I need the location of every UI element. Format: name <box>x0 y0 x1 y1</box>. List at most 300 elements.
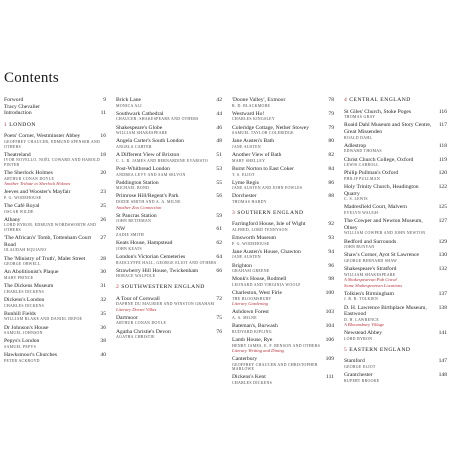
page-number: 25 <box>100 203 106 210</box>
page-number: 111 <box>326 374 334 381</box>
toc-entry[interactable] <box>116 193 222 210</box>
section-name: LONDON <box>9 121 36 128</box>
page-number: 66 <box>216 267 222 274</box>
toc-entry[interactable] <box>116 254 222 265</box>
entry-author: PETER ACKROYD <box>4 358 40 363</box>
toc-entry[interactable] <box>232 166 334 177</box>
entry-title: Holy Trinity Church, Headington Quarry <box>344 184 419 197</box>
page-number: 118 <box>438 142 447 149</box>
toc-entry[interactable] <box>232 309 334 320</box>
entry-title: 'The African's' Tomb, Tottenham Court Road <box>4 235 92 248</box>
toc-entry[interactable] <box>4 170 106 187</box>
page-number: 36 <box>100 324 106 331</box>
entry-author: ARTHUR CONAN DOYLE <box>116 321 167 326</box>
entry-title: 'Doone Valley', Exmoor <box>232 97 286 103</box>
page-number: 127 <box>438 218 447 225</box>
entry-title: A Different View of Brixton <box>116 152 180 159</box>
entry-title: Introduction <box>4 110 32 117</box>
page-number: 72 <box>216 295 222 302</box>
toc-entry[interactable] <box>232 221 334 232</box>
entry-title: Another View of Bath <box>232 152 282 159</box>
page-number: 109 <box>325 356 334 363</box>
entry-author: WILLIAM BLAKE AND DANIEL DEFOE <box>4 317 83 322</box>
entry-author: CHARLES KINGSLEY <box>232 117 275 122</box>
entry-title: Brick Lane <box>116 97 142 103</box>
entry-title: London's Victorian Cemeteries <box>116 254 186 260</box>
entry-title: The Dickens Museum <box>4 283 54 290</box>
page-number: 46 <box>216 124 222 131</box>
entry-author: GEORGE BERNARD SHAW <box>344 259 398 263</box>
page-number: 75 <box>216 314 222 321</box>
toc-entry[interactable] <box>232 276 334 287</box>
page-number: 31 <box>100 283 106 290</box>
page-number: 132 <box>438 266 447 273</box>
entry-title: Lyme Regis <box>232 179 259 186</box>
toc-entry[interactable] <box>116 111 222 122</box>
entry-author: JOHN BUNYAN <box>344 245 375 250</box>
page-number: 86 <box>328 179 334 186</box>
entry-title: Dickens's Kent <box>232 374 266 381</box>
page-number: 96 <box>328 262 334 269</box>
entry-title: Charleston, West Firle <box>232 290 282 297</box>
toc-entry[interactable] <box>4 104 106 111</box>
entry-title: Jane Austen's Bath <box>232 138 275 145</box>
page-number: 116 <box>438 108 447 115</box>
toc-entry[interactable] <box>116 329 222 340</box>
page-number: 23 <box>100 189 106 196</box>
entry-author: J. R. R. TOLKIEN <box>344 297 379 302</box>
toc-entry[interactable] <box>232 193 334 204</box>
entry-author: RADCLYFFE HALL, GEORGE ELIOT AND OTHERS <box>116 260 217 265</box>
entry-author: ARTHUR CONAN DOYLE <box>4 176 55 181</box>
entry-author: ANDREA LEVY AND SAM SELVON <box>116 172 186 177</box>
entry-title: Bateman's, Burwash <box>232 323 278 330</box>
entry-author: RUPERT BROOKE <box>344 378 380 383</box>
page-number: 80 <box>328 138 334 145</box>
toc-entry[interactable] <box>232 337 334 354</box>
toc-entry[interactable] <box>344 358 447 369</box>
entry-author: ALFRED, LORD TENNYSON <box>232 227 288 232</box>
toc-entry[interactable] <box>232 374 334 385</box>
toc-entry[interactable] <box>116 213 222 224</box>
entry-title: NW <box>116 226 126 233</box>
entry-author: CHAUCER, SHAKESPEARE AND OTHERS <box>116 117 199 122</box>
page-number: 9 <box>103 97 106 103</box>
page-number: 148 <box>438 371 447 378</box>
page-number: 42 <box>216 97 222 103</box>
toc-entry[interactable] <box>232 138 334 149</box>
page-number: 84 <box>328 165 334 172</box>
entry-title: Shaw's Corner, Ayot St Lawrence <box>344 252 419 259</box>
page-number: 27 <box>100 235 106 242</box>
entry-author: D. H. LAWRENCE <box>344 317 380 322</box>
page-number: 55 <box>216 179 222 186</box>
toc-entry[interactable] <box>344 184 447 202</box>
section-number: 1 <box>4 121 8 128</box>
toc-entry[interactable] <box>344 266 447 288</box>
page-number: 130 <box>438 252 447 259</box>
entry-author: OSCAR WILDE <box>4 209 34 214</box>
toc-entry[interactable] <box>116 97 222 108</box>
entry-title: St Pancras Station <box>116 212 157 219</box>
toc-entry[interactable] <box>232 180 334 191</box>
page-number: 26 <box>100 216 106 223</box>
entry-title: Grantchester <box>344 371 373 378</box>
entry-title: Primrose Hill/Regent's Park <box>116 193 179 200</box>
entry-feature: Literary Dorset Villas <box>116 306 157 312</box>
page-number: 78 <box>328 97 334 103</box>
section-heading <box>4 122 106 129</box>
entry-author: CHARLES DICKENS <box>4 289 45 294</box>
page-number: 61 <box>216 226 222 233</box>
entry-title: Stamford <box>344 358 365 365</box>
entry-title: An Abolitionist's Plaque <box>4 269 59 276</box>
page-number: 100 <box>325 290 334 297</box>
toc-entry[interactable] <box>116 315 222 326</box>
toc-entry[interactable] <box>344 372 447 383</box>
toc-entry[interactable] <box>4 311 106 322</box>
toc-entry[interactable] <box>4 203 106 214</box>
toc-entry[interactable] <box>116 226 222 237</box>
toc-entry[interactable] <box>232 152 334 163</box>
entry-title: Theatreland <box>4 151 31 158</box>
entry-author: C. S. LEWIS <box>344 197 368 202</box>
section-number: 4 <box>344 97 348 103</box>
page-number: 120 <box>438 170 447 177</box>
toc-entry[interactable] <box>4 325 106 336</box>
page-title: Contents <box>4 70 59 86</box>
entry-title: Strawberry Hill House, Twickenham <box>116 267 199 274</box>
entry-author: OLAUDAH EQUIANO <box>4 248 47 253</box>
entry-title: Westward Ho! <box>232 110 265 117</box>
toc-entry[interactable] <box>4 97 106 104</box>
page-number: 59 <box>216 212 222 219</box>
entry-title: Adlestrop <box>344 142 367 149</box>
entry-author: DAPHNE DU MAURIER AND WINSTON GRAHAM <box>116 302 215 307</box>
entry-title: Monk's House, Rodmell <box>232 276 287 283</box>
toc-entry[interactable] <box>4 189 106 200</box>
section-name: SOUTHERN ENGLAND <box>237 209 304 216</box>
entry-author: CHARLES DICKENS <box>232 381 273 386</box>
toc-entry[interactable] <box>344 252 447 263</box>
entry-title: Christ Church College, Oxford <box>344 156 414 163</box>
entry-title: Ashdown Forest <box>232 309 269 316</box>
toc-entry[interactable] <box>344 291 447 302</box>
toc-entry[interactable] <box>232 263 334 274</box>
page-number: 104 <box>325 323 334 330</box>
entry-title: Canterbury <box>232 356 258 363</box>
section-number: 5 <box>344 346 348 353</box>
toc-entry[interactable] <box>344 122 447 140</box>
page-number: 30 <box>100 269 106 276</box>
entry-author: ZADIE SMITH <box>116 233 145 238</box>
toc-column-3 <box>232 97 334 388</box>
section-name: EASTERN ENGLAND <box>349 346 411 353</box>
entry-title: Angela Carter's South London <box>116 138 184 145</box>
entry-title: The Café Royal <box>4 203 40 210</box>
toc-entry[interactable] <box>116 125 222 136</box>
entry-author: THOMAS HARDY <box>232 200 267 205</box>
entry-author: DODIE SMITH AND A. A. MILNE <box>116 200 181 205</box>
page-number: 119 <box>438 156 447 163</box>
toc-entry[interactable] <box>4 338 106 349</box>
toc-column-4 <box>344 97 447 386</box>
entry-author: SAMUEL PEPYS <box>4 344 37 349</box>
entry-author: P. G. WODEHOUSE <box>4 195 42 200</box>
page-number: 76 <box>216 328 222 335</box>
toc-entry[interactable] <box>232 323 334 334</box>
entry-title: Keats House, Hampstead <box>116 240 173 247</box>
page-number: 82 <box>328 152 334 159</box>
entry-title: Lamb House, Rye <box>232 336 273 343</box>
entry-author: A. A. MILNE <box>232 315 257 320</box>
toc-entry[interactable] <box>116 268 222 279</box>
toc-entry[interactable] <box>344 170 447 181</box>
toc-entry[interactable] <box>116 166 222 177</box>
toc-entry[interactable] <box>232 97 334 108</box>
entry-title: Paddington Station <box>116 179 159 186</box>
page-number: 125 <box>438 204 447 211</box>
entry-title: Dickens's London <box>4 296 45 303</box>
page-number: 16 <box>100 133 106 140</box>
page-number: 147 <box>438 358 447 365</box>
entry-title: St Giles' Church, Stoke Poges <box>344 108 412 115</box>
entry-author: ANGELA CARTER <box>116 144 152 149</box>
entry-title: A Tour of Cornwall <box>116 295 160 302</box>
toc-entry[interactable] <box>232 356 334 372</box>
entry-author: JOHN BETJEMAN <box>116 219 152 224</box>
entry-title: Shakespeare's Stratford <box>344 266 397 273</box>
entry-title: The Sherlock Holmes <box>4 170 53 177</box>
entry-title: Dr Johnson's House <box>4 324 49 331</box>
entry-author: RUDYARD KIPLING <box>232 329 272 334</box>
entry-feature: Another Zoo Connection <box>116 204 162 210</box>
entry-feature: A Shakespearean Pub Crawl <box>344 277 397 283</box>
toc-entry[interactable] <box>4 110 106 117</box>
section-name: SOUTHWESTERN ENGLAND <box>121 283 205 290</box>
toc-entry[interactable] <box>4 133 106 149</box>
toc-entry[interactable] <box>4 269 106 280</box>
entry-author: AGATHA CHRISTIE <box>116 335 155 340</box>
entry-title: Brighton <box>232 262 252 269</box>
page-number: 98 <box>328 276 334 283</box>
toc-entry[interactable] <box>116 296 222 313</box>
entry-author: JANE AUSTEN <box>232 144 261 149</box>
entry-author: ROALD DAHL <box>344 135 373 140</box>
toc-entry[interactable] <box>344 143 447 154</box>
page-number: 117 <box>438 122 447 129</box>
page-number: 20 <box>100 170 106 177</box>
entry-author: EDWARD THOMAS <box>344 149 382 154</box>
toc-entry[interactable] <box>344 305 447 328</box>
entry-feature: A Bloomsbury Village <box>344 322 385 328</box>
toc-column-1 <box>4 97 106 366</box>
entry-author: SAMUEL TAYLOR COLERIDGE <box>232 131 294 136</box>
entry-title: Dartmoor <box>116 314 138 321</box>
toc-entry[interactable] <box>116 152 222 163</box>
entry-author: SAMUEL JOHNSON <box>4 331 43 336</box>
entry-author: LORD BYRON, EDMUND WORDSWORTH AND OTHERS <box>4 223 97 233</box>
page-number: 79 <box>328 124 334 131</box>
page-number: 79 <box>328 110 334 117</box>
entry-author: MARY PRINCE <box>4 276 34 280</box>
toc-entry[interactable] <box>4 217 106 233</box>
entry-author: MARY SHELLEY <box>232 158 266 163</box>
entry-title: Agatha Christie's Devon <box>116 328 171 335</box>
entry-author: GEORGE ORWELL <box>4 262 41 267</box>
entry-title: The Cowper and Newton Museum, Olney <box>344 218 423 231</box>
page-number: 35 <box>100 310 106 317</box>
page-number: 138 <box>438 304 447 311</box>
page-number: 137 <box>438 290 447 297</box>
entry-author: GRAHAM GREENE <box>232 269 270 274</box>
entry-author: T. S. ELIOT <box>232 172 255 177</box>
entry-title: Bedford and Surrounds <box>344 238 397 245</box>
entry-author: MONICA ALI <box>116 103 142 108</box>
entry-author: WILLIAM SHAKESPEARE <box>116 131 168 136</box>
entry-author: P. G. WODEHOUSE <box>232 241 270 246</box>
page-number: 93 <box>328 235 334 242</box>
page-number: 62 <box>216 240 222 247</box>
entry-title: The 'Ministry of Truth', Malet Street <box>4 255 86 262</box>
page-number: 44 <box>216 110 222 117</box>
entry-author: WILLIAM COWPER AND JOHN NEWTON <box>344 231 426 236</box>
entry-author: EVELYN WAUGH <box>344 211 379 216</box>
entry-title: Newstead Abbey <box>344 330 383 337</box>
toc-entry[interactable] <box>4 152 106 168</box>
page-number: 88 <box>328 193 334 200</box>
section-number: 2 <box>116 283 120 290</box>
entry-author: LORD BYRON <box>344 336 373 341</box>
page-number: 40 <box>100 352 106 359</box>
entry-title: Forword <box>4 97 24 103</box>
toc-entry[interactable] <box>344 239 447 250</box>
page-number: 48 <box>216 138 222 145</box>
entry-feature: Literary Gardening <box>232 301 268 307</box>
entry-author: PHILIP PULLMAN <box>344 176 380 181</box>
entry-author: IVOR NOVELLO, NOËL COWARD AND HAROLD PINTER <box>4 158 101 167</box>
toc-entry[interactable] <box>116 180 222 191</box>
entry-author: HORACE WALPOLE <box>116 274 156 279</box>
entry-title: Madresfield Court, Malvern <box>344 204 407 211</box>
entry-author: CHARLES DICKENS <box>4 303 45 308</box>
entry-title: Jeeves and Wooster's Mayfair <box>4 189 71 196</box>
toc-entry[interactable] <box>344 330 447 341</box>
section-heading <box>232 210 334 217</box>
entry-title: D. H. Lawrence Birthplace Museum, Eastwood <box>344 304 427 318</box>
entry-title: Shakespeare's Globe <box>116 124 163 131</box>
entry-title: Farringford House, Isle of Wight <box>232 221 306 228</box>
entry-author: JOHN KEATS <box>116 246 143 251</box>
toc-entry[interactable] <box>4 235 106 253</box>
entry-title: Coleridge Cottage, Nether Stowey <box>232 124 310 131</box>
toc-entry[interactable] <box>4 352 106 363</box>
toc-entry[interactable] <box>116 240 222 251</box>
toc-column-2 <box>116 97 222 342</box>
entry-feature: Literary Writing and Dining <box>232 348 284 354</box>
entry-author: GEOFFREY CHAUCER, EDMUND SPENSER AND OTHERS <box>4 139 101 149</box>
section-heading <box>116 284 222 291</box>
page-number: 122 <box>438 184 447 191</box>
toc-entry[interactable] <box>4 297 106 308</box>
entry-title: Poets' Corner, Westminster Abbey <box>4 133 81 140</box>
entry-author: R. D. BLACKMORE <box>232 103 271 108</box>
toc-entry[interactable] <box>344 204 447 215</box>
page-number: 56 <box>216 193 222 200</box>
entry-author: GEOFFREY CHAUCER AND CHRISTOPHER MARLOWE <box>232 362 318 372</box>
page-number: 64 <box>216 254 222 260</box>
entry-title: Dorchester <box>232 193 257 200</box>
entry-author: MICHAEL BOND <box>116 186 150 191</box>
entry-title: Jane Austen's House, Chawton <box>232 248 301 255</box>
section-number: 3 <box>232 209 236 216</box>
toc-entry[interactable] <box>232 111 334 122</box>
toc-entry[interactable] <box>116 138 222 149</box>
page-number: 53 <box>216 165 222 172</box>
toc-entry[interactable] <box>344 109 447 120</box>
toc-entry[interactable] <box>232 235 334 246</box>
page-number: 38 <box>100 338 106 345</box>
entry-feature: Some Shakespearean Locations <box>344 282 403 288</box>
entry-title: Roald Dahl Museum and Story Centre, Great Missenden <box>344 122 432 135</box>
entry-title: Emsworth Museum <box>232 235 276 242</box>
toc-entry[interactable] <box>344 218 447 236</box>
entry-author: GEORGE ELIOT <box>344 364 376 369</box>
entry-feature: Another Tribute to Sherlock Holmes <box>4 181 71 187</box>
entry-author: JANE AUSTEN <box>232 255 261 260</box>
toc-entry[interactable] <box>232 290 334 307</box>
page-number: 51 <box>216 152 222 159</box>
section-name: CENTRAL ENGLAND <box>349 97 411 103</box>
entry-title: Hawksmoor's Churches <box>4 352 58 359</box>
entry-title: Tracy Chevalier <box>4 103 40 110</box>
entry-title: Southwark Cathedral <box>116 110 164 117</box>
page-number: 11 <box>100 110 106 117</box>
page-number: 94 <box>328 248 334 255</box>
page-number: 28 <box>100 255 106 262</box>
toc-entry[interactable] <box>4 256 106 267</box>
entry-title: Tolkien's Birmingham <box>344 290 394 297</box>
page-number: 141 <box>438 330 447 337</box>
entry-author: LEONARD AND VIRGINIA WOOLF <box>232 282 301 287</box>
page-number: 106 <box>325 336 334 343</box>
entry-title: Post-Whitbread London <box>116 165 170 172</box>
toc-entry[interactable] <box>232 249 334 260</box>
page-number: 32 <box>100 296 106 303</box>
entry-author: C. L. R. JAMES AND BERNARDINE EVARISTO <box>116 158 208 163</box>
entry-title: Bunhill Fields <box>4 310 36 317</box>
entry-title: Pepys's London <box>4 338 40 345</box>
entry-author: THOMAS GRAY <box>344 115 376 120</box>
entry-title: Burnt Norton to East Coker <box>232 165 294 172</box>
entry-author: JANE AUSTEN AND JOHN FOWLES <box>232 186 303 191</box>
page-number: 103 <box>325 309 334 316</box>
toc-entry[interactable] <box>232 125 334 136</box>
section-heading <box>344 97 447 104</box>
entry-author: HENRY JAMES, E. F. BENSON AND OTHERS <box>232 343 321 348</box>
entry-author: WILLIAM SHAKESPEARE <box>344 272 396 277</box>
entry-title: Albany <box>4 216 21 223</box>
entry-author: LEWIS CARROLL <box>344 163 379 168</box>
page-number: 129 <box>438 238 447 245</box>
section-heading <box>344 347 447 354</box>
entry-title: Philip Pullman's Oxford <box>344 170 399 177</box>
toc-entry[interactable] <box>4 283 106 294</box>
toc-entry[interactable] <box>344 157 447 168</box>
entry-author: THE BLOOMSBURY <box>232 296 272 301</box>
page-number: 18 <box>100 151 106 158</box>
page-number: 92 <box>328 221 334 228</box>
